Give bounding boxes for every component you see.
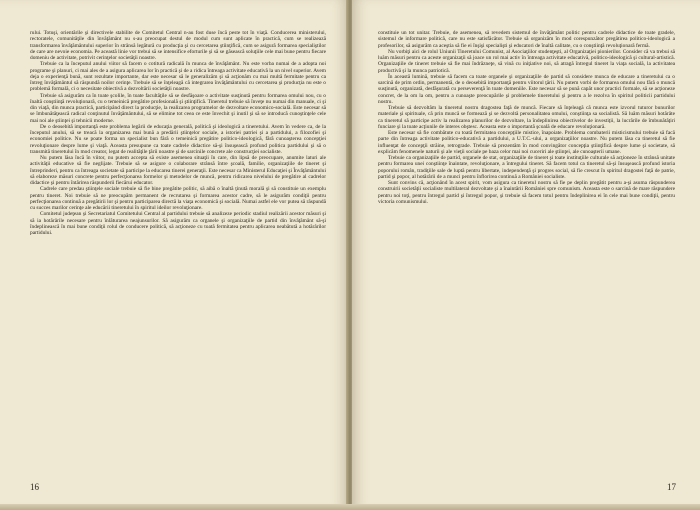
left-paragraph: De o deosebită importanţă este problema legării de educaţia generală, politică şi ideologică a tineretului. Avem în vedere ca, de la începutul anului, să se treacă la organizarea mai bună a predării ştiinţelor sociale, a istoriei patriei şi a partidului, a filozofiei şi economiei politice. Nu se poate forma un specialist bun fără o temeinică pregătire politico-ideologică, fără cunoaşterea concepţiei revoluţionare despre lume şi viaţă. Aceasta presupune ca toate cadrele didactice să-şi însuşească profund politica partidului şi să o transmită tineretului în mod creator, legat de realităţile ţării noastre şi de sarcinile concrete ale construcţiei socialiste. — [30, 123, 326, 155]
right-page-text — [378, 30, 675, 205]
right-paragraph: Nu vorbiţi aici de rolul Uniunii Tineretului Comunist, al Asociaţiilor studenţeşti, al Organizaţiei pionierilor. Consider că va trebui să luăm măsuri pentru ca aceste organizaţii să joace un rol mai activ în întreaga activitate educativă, politico-ideologică şi cultural-artistică. Organizaţiile de tineret trebuie să fie mai îndrăzneţe, să vină cu iniţiative noi, să atragă întregul tineret la viaţa socială, la activitatea productivă şi la munca patriotică. — [378, 48, 675, 74]
right-paragraph: Este necesar să fie combătute cu toată fermitatea concepţiile mistice, înapoiate. Problema combaterii misticismului trebuie să facă parte din întreaga activitate politico-educativă a partidului, a U.T.C.-ului, a organizaţiilor noastre. Nu putem lăsa ca tineretul să fie influenţat de concepţii străine, retrograde. Trebuie să prezentăm în mod convingător concepţia ştiinţifică despre lume şi societate, să explicăm fenomenele naturii şi ale vieţii sociale pe baza celor mai noi cuceriri ale ştiinţei, ale cunoaşterii umane. — [378, 130, 675, 155]
page-edge — [0, 504, 700, 510]
right-page-number: 17 — [667, 482, 676, 492]
left-paragraph: rului. Totuşi, orientările şi directivele stabilite de Comitetul Central n-au fost duse încă peste tot în viaţă. Conducerea ministerului, rectoratele, comunităţile din învăţământ nu s-au preocupat destul de modul cum sunt aplicate în practică, cum se realizează transformarea învăţământului superior în strânsă legătură cu producţia şi cu cercetarea ştiinţifică, cum se asigură formarea specialiştilor de care are nevoie economia. Pe această linie vor trebui să se intensifice eforturile şi să se găsească soluţiile cele mai bune pentru fiecare domeniu de activitate, potrivit cerinţelor societăţii noastre. — [30, 30, 326, 61]
right-paragraph: Sunt convins că, acţionând în acest spirit, vom asigura ca tineretul nostru să fie pe deplin pregătit pentru a-şi asuma răspunderea construirii societăţii socialiste multilateral dezvoltate şi a înaintării României spre comunism. Aceasta este o sarcină de mare răspundere pentru noi toţi, pentru întregul partid şi întregul popor, şi trebuie să facem totul pentru îndeplinirea ei în cele mai bune condiţii, pentru victoria comunismului. — [378, 180, 675, 205]
right-paragraph: Trebuie să dezvoltăm la tineretul nostru dragostea faţă de muncă. Fiecare să înţeleagă că munca este izvorul tuturor bunurilor materiale şi spirituale, că prin muncă se formează şi se dezvoltă personalitatea omului, conştiinţa sa socialistă. Să luăm măsuri hotărâte ca tineretul să participe activ la realizarea planurilor de dezvoltare, la îndeplinirea obiectivelor de investiţii, la lucrările de îmbunătăţiri funciare şi la toate acţiunile de interes obştesc. Aceasta este o importantă şcoală de educare revoluţionară. — [378, 105, 675, 130]
left-page — [0, 0, 348, 510]
right-paragraph: constituie un tot unitar. Trebuie, de asemenea, să revedem sistemul de învăţământ politic pentru cadrele didactice de toate gradele, sistemul de informare politică, care nu este satisfăcător. Trebuie să organizăm în mod corespunzător pregătirea politico-ideologică a profesorilor, să asigurăm ca aceştia să fie ei înşişi specialişti şi educatori de înaltă calitate, cu o conştiinţă revoluţionară fermă. — [378, 30, 675, 49]
left-paragraph: Cadrele care predau ştiinţele sociale trebuie să fie bine pregătite politic, să aibă o înaltă ţinută morală şi să constituie un exemplu pentru tineret. Noi trebuie să ne preocupăm permanent de recrutarea şi formarea acestor cadre, să le asigurăm condiţii pentru perfecţionarea continuă a pregătirii lor şi pentru participarea directă la viaţa economică şi socială. Numai astfel ele vor putea să răspundă cu succes marilor cerinţe ale educării tineretului în spiritul ideilor revoluţionare. — [30, 186, 326, 211]
right-paragraph: În această lumină, trebuie să facem ca toate organele şi organizaţiile de partid să considere munca de educare a tineretului ca o sarcină de prim ordin, permanentă, de o deosebită importanţă pentru viitorul ţării. Nu putem vorbi de formarea omului nou fără o muncă susţinută, organizată, desfăşurată cu perseverenţă în toate domeniile. Este necesar să se pună capăt unor practici formale, să se acţioneze concret, de la om la om, pentru a cunoaşte preocupările şi problemele tineretului şi pentru a le rezolva în spiritul politicii partidului nostru. — [378, 73, 675, 105]
left-paragraph: Trebuie să asigurăm ca în toate şcolile, în toate facultăţile să se desfăşoare o activitate susţinută pentru formarea omului nou, cu o înaltă conştiinţă revoluţionară, cu o temeinică pregătire profesională şi ştiinţifică. Tineretul trebuie să înveţe nu numai din manuale, ci şi din viaţă, din munca practică, participând direct la producţie, la realizarea programelor de dezvoltare economico-socială. Este necesar să se îmbunătăţească radical conţinutul învăţământului, să se elimine tot ceea ce este învechit şi inutil şi să se introducă cunoştinţele cele mai noi ale ştiinţei şi tehnicii moderne. — [30, 92, 326, 124]
right-page — [352, 0, 700, 510]
left-paragraph: Comitetul judeţean şi Secretariatul Comitetului Central al partidului trebuie să analizeze periodic stadiul realizării acestor măsuri şi să ia hotărârile necesare pentru înlăturarea neajunsurilor. Să asigurăm ca organele şi organizaţiile de partid din învăţământ să-şi îndeplinească în mai bune condiţii rolul de conducere politică, să acţioneze cu toată fermitatea pentru aplicarea neabătută a hotărârilor partidului. — [30, 211, 326, 236]
left-page-text — [30, 30, 326, 236]
left-paragraph: Nu putem lăsa încă în viitor, nu putem accepta să existe asemenea situaţii în care, din lipsă de preocupare, anumite laturi ale activităţii educative să fie neglijate. Trebuie să se asigure o colaborare strânsă între şcoală, familie, organizaţiile de tineret şi întreprinderi, pentru ca întreaga societate să participe la educarea tinerei generaţii. Este necesar ca Ministerul Educaţiei şi Învăţământului să elaboreze măsuri concrete pentru perfecţionarea formelor şi metodelor de muncă, pentru ridicarea nivelului de pregătire al cadrelor didactice şi pentru întărirea răspunderii fiecărui educator. — [30, 155, 326, 186]
right-paragraph: Trebuie ca organizaţiile de partid, organele de stat, organizaţiile de tineret şi toate instituţiile culturale să acţioneze în strânsă unitate pentru formarea unei conştiinţe înaintate, revoluţionare, a întregului tineret. Să facem totul ca tineretul să-şi însuşească profund istoria poporului român, tradiţiile sale de luptă pentru libertate, independenţă şi progres social, să fie crescut în spiritul dragostei faţă de patrie, partid şi popor, al hotărârii de a munci pentru înflorirea continuă a României socialiste. — [378, 155, 675, 180]
left-paragraph: Trebuie ca la începutul anului viitor să facem o cotitură radicală în munca de învăţământ. Nu este vorba numai de a adopta noi programe şi planuri, ci mai ales de a asigura aplicarea lor în practică şi de a ridica întreaga activitate educativă la un nivel superior. Avem deja o experienţă bună, sunt rezultate importante, dar este necesar să le generalizăm şi să acţionăm cu mai multă fermitate pentru ca întreg învăţământul să răspundă noilor cerinţe. Trebuie să se înţeleagă că integrarea învăţământului cu cercetarea şi producţia nu este o problemă formală, ci o necesitate obiectivă a dezvoltării societăţii noastre. — [30, 61, 326, 93]
left-page-number: 16 — [30, 482, 39, 492]
